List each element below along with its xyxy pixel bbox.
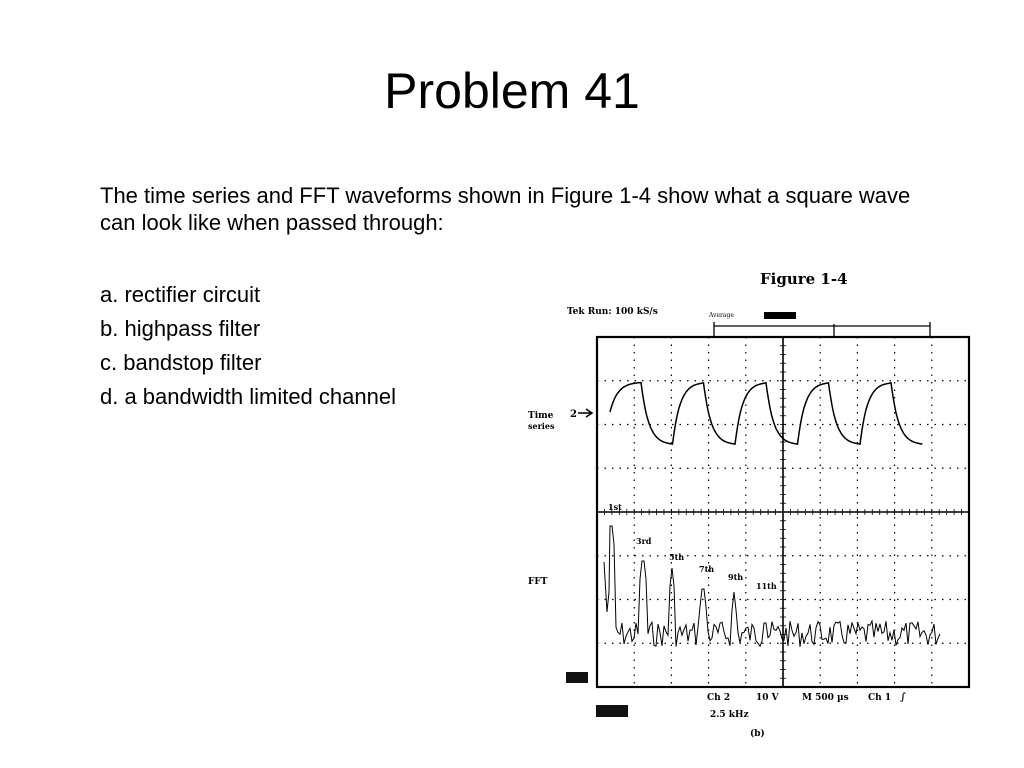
answer-options: [100, 278, 396, 414]
label-fft: FFT: [528, 577, 548, 587]
option-d: d. a bandwidth limited channel: [100, 384, 396, 409]
channel-arrow-icon: [578, 409, 592, 417]
scope-header-mode: Average: [709, 312, 734, 319]
option-a: a. rectifier circuit: [100, 282, 261, 307]
option-b: b. highpass filter: [100, 316, 261, 341]
oscilloscope-figure: [512, 262, 992, 742]
readout-timebase: M 500 µs: [802, 693, 849, 703]
readout-scale: 10 V: [756, 693, 779, 703]
harmonic-label-1st: 1st: [608, 502, 622, 512]
ref-marker-block: [566, 672, 588, 683]
readout-frequency: 2.5 kHz: [710, 710, 749, 720]
math-marker-block: [596, 705, 628, 717]
figure-footer: (b): [750, 729, 765, 739]
readout-trigger-slope: ∫: [900, 692, 906, 703]
harmonic-label-11th: 11th: [756, 581, 777, 591]
slide-title: Problem 41: [384, 63, 640, 119]
harmonic-label-3rd: 3rd: [636, 536, 652, 546]
time-series-trace: [610, 383, 923, 445]
harmonic-label-9th: 9th: [728, 572, 744, 582]
scope-header-block: [764, 312, 796, 319]
harmonic-label-5th: 5th: [669, 552, 685, 562]
option-c: c. bandstop filter: [100, 350, 262, 375]
question-text: The time series and FFT waveforms shown in Figure 1-4 show what a square wave can look like when passed through:: [100, 183, 911, 235]
readout-channel: Ch 2: [707, 693, 731, 703]
acquisition-bracket: [714, 322, 930, 337]
label-time: Time: [528, 411, 554, 421]
channel-marker: 2: [570, 409, 577, 420]
figure-caption: Figure 1-4: [760, 270, 848, 288]
readout-trigger: Ch 1: [868, 693, 892, 703]
scope-header-status: Tek Run: 100 kS/s: [567, 307, 658, 317]
label-series: series: [528, 421, 555, 431]
harmonic-label-7th: 7th: [699, 564, 715, 574]
